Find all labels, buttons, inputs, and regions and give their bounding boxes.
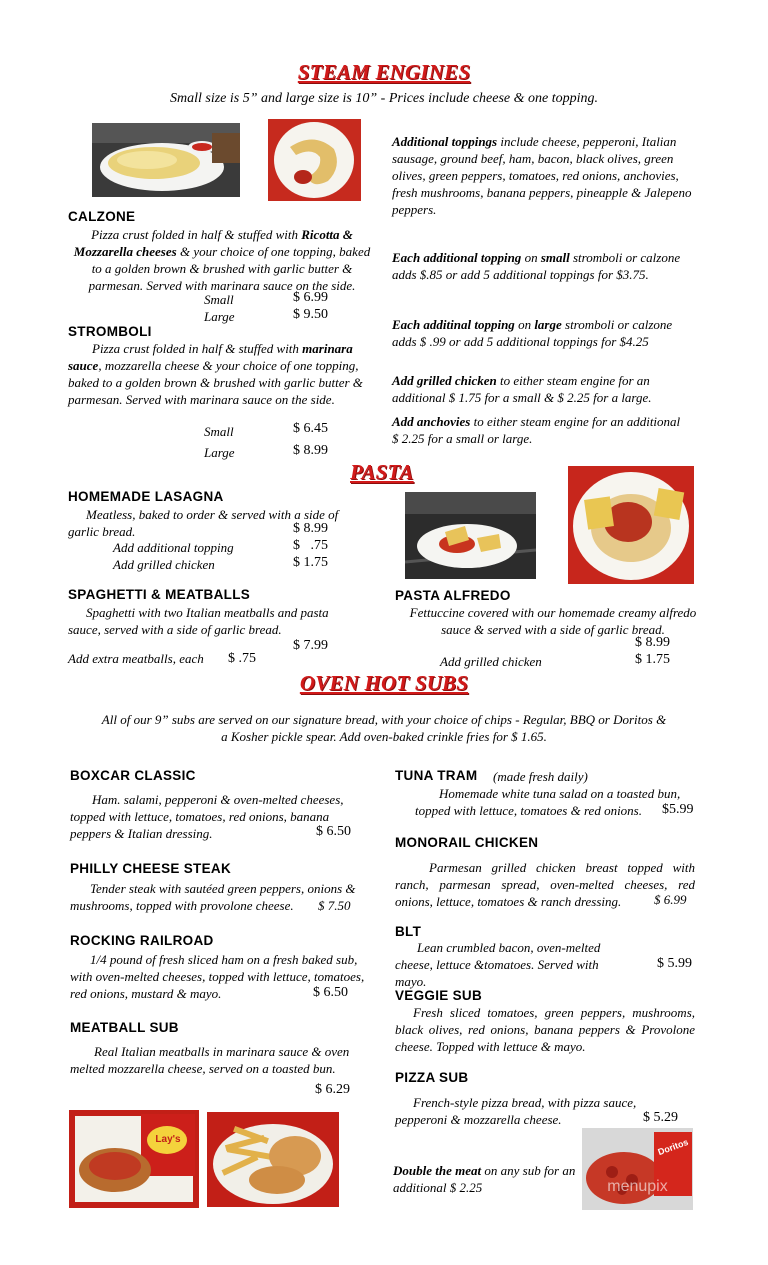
large-topping-lead: Each additinal topping bbox=[392, 317, 515, 332]
double-meat-body: on any sub for an additional $ 2.25 bbox=[393, 1163, 576, 1195]
meatball-description: Real Italian meatballs in marinara sauce & oven melted mozzarella cheese, served on a toasted bun. bbox=[70, 1044, 350, 1076]
watermark: menupix bbox=[607, 1178, 668, 1195]
tuna-price: $5.99 bbox=[662, 802, 694, 817]
lasagna-price: $ 8.99 bbox=[293, 521, 328, 536]
small-topping-mid: on bbox=[521, 250, 541, 265]
large-topping-mid: on bbox=[514, 317, 535, 332]
calzone-large-price: $ 9.50 bbox=[293, 307, 328, 322]
steam-engines-subtitle: Small size is 5” and large size is 10” - Prices include cheese & one topping. bbox=[170, 91, 598, 106]
tuna-note: (made fresh daily) bbox=[493, 769, 588, 784]
tuna-description: Homemade white tuna salad on a toasted bun, topped with lettuce, tomatoes & red onions. bbox=[415, 786, 681, 818]
veggie-name: VEGGIE SUB bbox=[395, 988, 483, 1003]
spaghetti-extra-price: $ .75 bbox=[228, 651, 256, 666]
alfredo-price: $ 8.99 bbox=[635, 635, 670, 650]
blt-description: Lean crumbled bacon, oven-melted cheese, lettuce &tomatoes. Served with mayo. bbox=[395, 940, 601, 989]
small-topping-word: small bbox=[540, 250, 570, 265]
lasagna-topping-price: $ .75 bbox=[293, 538, 328, 553]
meatball-sub-photo bbox=[69, 1110, 199, 1208]
veggie-description: Fresh sliced tomatoes, green peppers, mushrooms, black olives, red onions, banana peppers & Provolone cheese. Topped with lettuce & mayo. bbox=[395, 1005, 695, 1054]
double-meat-lead: Double the meat bbox=[393, 1163, 482, 1178]
rocking-name: ROCKING RAILROAD bbox=[70, 933, 214, 948]
small-topping-body: stromboli or calzone adds $.85 or add 5 additional toppings for $3.75. bbox=[392, 250, 681, 282]
pizza-sub-description: French-style pizza bread, with pizza sauce, pepperoni & mozzarella cheese. bbox=[395, 1095, 637, 1127]
calzone-desc-bold: Ricotta & Mozzarella cheeses bbox=[73, 227, 353, 259]
stromboli-small-price: $ 6.45 bbox=[293, 421, 328, 436]
spaghetti-price: $ 7.99 bbox=[293, 638, 328, 653]
calzone-small-label: Small bbox=[204, 292, 234, 307]
double-meat-text bbox=[393, 1162, 583, 1196]
pizza-sub-photo bbox=[582, 1128, 693, 1210]
stromboli-desc-2: , mozzarella cheese & your choice of one topping, baked to a golden brown & brushed with garlic butter & parmesan. Served with marinara sauce on the side. bbox=[68, 358, 363, 407]
blt-price: $ 5.99 bbox=[657, 956, 692, 971]
spaghetti-photo bbox=[568, 466, 694, 584]
philly-description: Tender steak with sautéed green peppers, onions & mushrooms, topped with provolone cheese. bbox=[70, 881, 356, 913]
steam-engines-title: STEAM ENGINES bbox=[297, 60, 471, 84]
doritos-bag-label: Doritos bbox=[656, 1136, 690, 1158]
lasagna-photo bbox=[405, 492, 536, 579]
rocking-description: 1/4 pound of fresh sliced ham on a fresh baked sub, with oven-melted cheeses, topped with lettuce, tomatoes, red onions, mustard & mayo. bbox=[70, 952, 365, 1001]
stromboli-desc-bold: marinara sauce bbox=[68, 341, 353, 373]
steam-anchovies-lead: Add anchovies bbox=[392, 414, 471, 429]
blt-name: BLT bbox=[395, 924, 422, 939]
steam-chicken-lead: Add grilled chicken bbox=[392, 373, 497, 388]
pizza-sub-name: PIZZA SUB bbox=[395, 1070, 469, 1085]
lasagna-topping-label: Add additional topping bbox=[113, 540, 234, 555]
meatball-price: $ 6.29 bbox=[315, 1082, 350, 1097]
rocking-price: $ 6.50 bbox=[313, 985, 348, 1000]
large-topping-text bbox=[392, 316, 692, 350]
monorail-name: MONORAIL CHICKEN bbox=[395, 835, 539, 850]
alfredo-chicken-price: $ 1.75 bbox=[635, 652, 670, 667]
boxcar-name: BOXCAR CLASSIC bbox=[70, 768, 196, 783]
calzone-desc-1: Pizza crust folded in half & stuffed with bbox=[91, 227, 302, 242]
large-topping-word: large bbox=[534, 317, 562, 332]
calzone-desc-2: & your choice of one topping, baked to a golden brown & brushed with garlic butter & parmesan. Served with marinara sauce on the side. bbox=[88, 244, 371, 293]
philly-price: $ 7.50 bbox=[318, 898, 351, 913]
calzone-small-price: $ 6.99 bbox=[293, 290, 328, 305]
calzone-description bbox=[68, 226, 376, 294]
tuna-name: TUNA TRAM bbox=[395, 768, 478, 783]
boxcar-price: $ 6.50 bbox=[316, 824, 351, 839]
subs-intro: All of our 9” subs are served on our signature bread, with your choice of chips - Regular, BBQ or Doritos & a Kosher pickle spear. Add oven-baked crinkle fries for $ 1.65. bbox=[101, 712, 667, 744]
additional-toppings-body: include cheese, pepperoni, Italian sausage, ground beef, ham, bacon, black olives, green olives, green peppers, tomatoes, red onions, anchovies, fresh mushrooms, banana peppers, pineapple & Jalepeno peppers. bbox=[392, 134, 692, 217]
stromboli-large-price: $ 8.99 bbox=[293, 443, 328, 458]
additional-toppings-lead: Additional toppings bbox=[392, 134, 498, 149]
alfredo-description: Fettuccine covered with our homemade creamy alfredo sauce & served with a side of garlic bread. bbox=[409, 605, 697, 637]
stromboli-photo bbox=[268, 119, 361, 201]
lays-bag-label: Lay's bbox=[155, 1134, 181, 1145]
small-topping-lead: Each additional topping bbox=[392, 250, 522, 265]
stromboli-small-label: Small bbox=[204, 424, 234, 439]
stromboli-description bbox=[68, 340, 368, 408]
calzone-large-label: Large bbox=[204, 309, 235, 324]
lasagna-description: Meatless, baked to order & served with a side of garlic bread. bbox=[68, 507, 339, 539]
spaghetti-name: SPAGHETTI & MEATBALLS bbox=[68, 587, 251, 602]
steam-anchovies-body: to either steam engine for an additional $ 2.25 for a small or large. bbox=[392, 414, 681, 446]
additional-toppings-text bbox=[392, 133, 700, 218]
calzone-photo bbox=[92, 123, 240, 197]
spaghetti-extra-label: Add extra meatballs, each bbox=[68, 651, 204, 666]
fries-sub-photo bbox=[207, 1112, 339, 1207]
steam-chicken-body: to either steam engine for an additional $ 1.75 for a small & $ 2.25 for a large. bbox=[392, 373, 652, 405]
small-topping-text bbox=[392, 249, 682, 283]
pasta-title: PASTA bbox=[350, 460, 414, 484]
monorail-description: Parmesan grilled chicken breast topped with ranch, parmesan spread, oven-melted cheeses, red onions, lettuce, tomatoes & ranch dressing. bbox=[395, 860, 695, 909]
alfredo-chicken-label: Add grilled chicken bbox=[440, 654, 542, 669]
oven-hot-subs-title: OVEN HOT SUBS bbox=[299, 671, 469, 695]
stromboli-large-label: Large bbox=[204, 445, 235, 460]
pizza-sub-price: $ 5.29 bbox=[643, 1110, 678, 1125]
alfredo-name: PASTA ALFREDO bbox=[395, 588, 511, 603]
steam-anchovies-text bbox=[392, 413, 682, 447]
spaghetti-description: Spaghetti with two Italian meatballs and pasta sauce, served with a side of garlic bread. bbox=[68, 605, 329, 637]
stromboli-desc-1: Pizza crust folded in half & stuffed with bbox=[92, 341, 303, 356]
meatball-name: MEATBALL SUB bbox=[70, 1020, 179, 1035]
boxcar-description: Ham. salami, pepperoni & oven-melted cheeses, topped with lettuce, tomatoes, red onions, banana peppers & Italian dressing. bbox=[70, 792, 344, 841]
steam-chicken-text bbox=[392, 372, 692, 406]
philly-name: PHILLY CHEESE STEAK bbox=[70, 861, 231, 876]
large-topping-body: stromboli or calzone adds $ .99 or add 5 additional toppings for $4.25 bbox=[392, 317, 673, 349]
lasagna-chicken-label: Add grilled chicken bbox=[113, 557, 215, 572]
monorail-price: $ 6.99 bbox=[654, 892, 687, 907]
calzone-name: CALZONE bbox=[68, 209, 136, 224]
lasagna-name: HOMEMADE LASAGNA bbox=[68, 489, 224, 504]
stromboli-name: STROMBOLI bbox=[68, 324, 152, 339]
lasagna-chicken-price: $ 1.75 bbox=[293, 555, 328, 570]
